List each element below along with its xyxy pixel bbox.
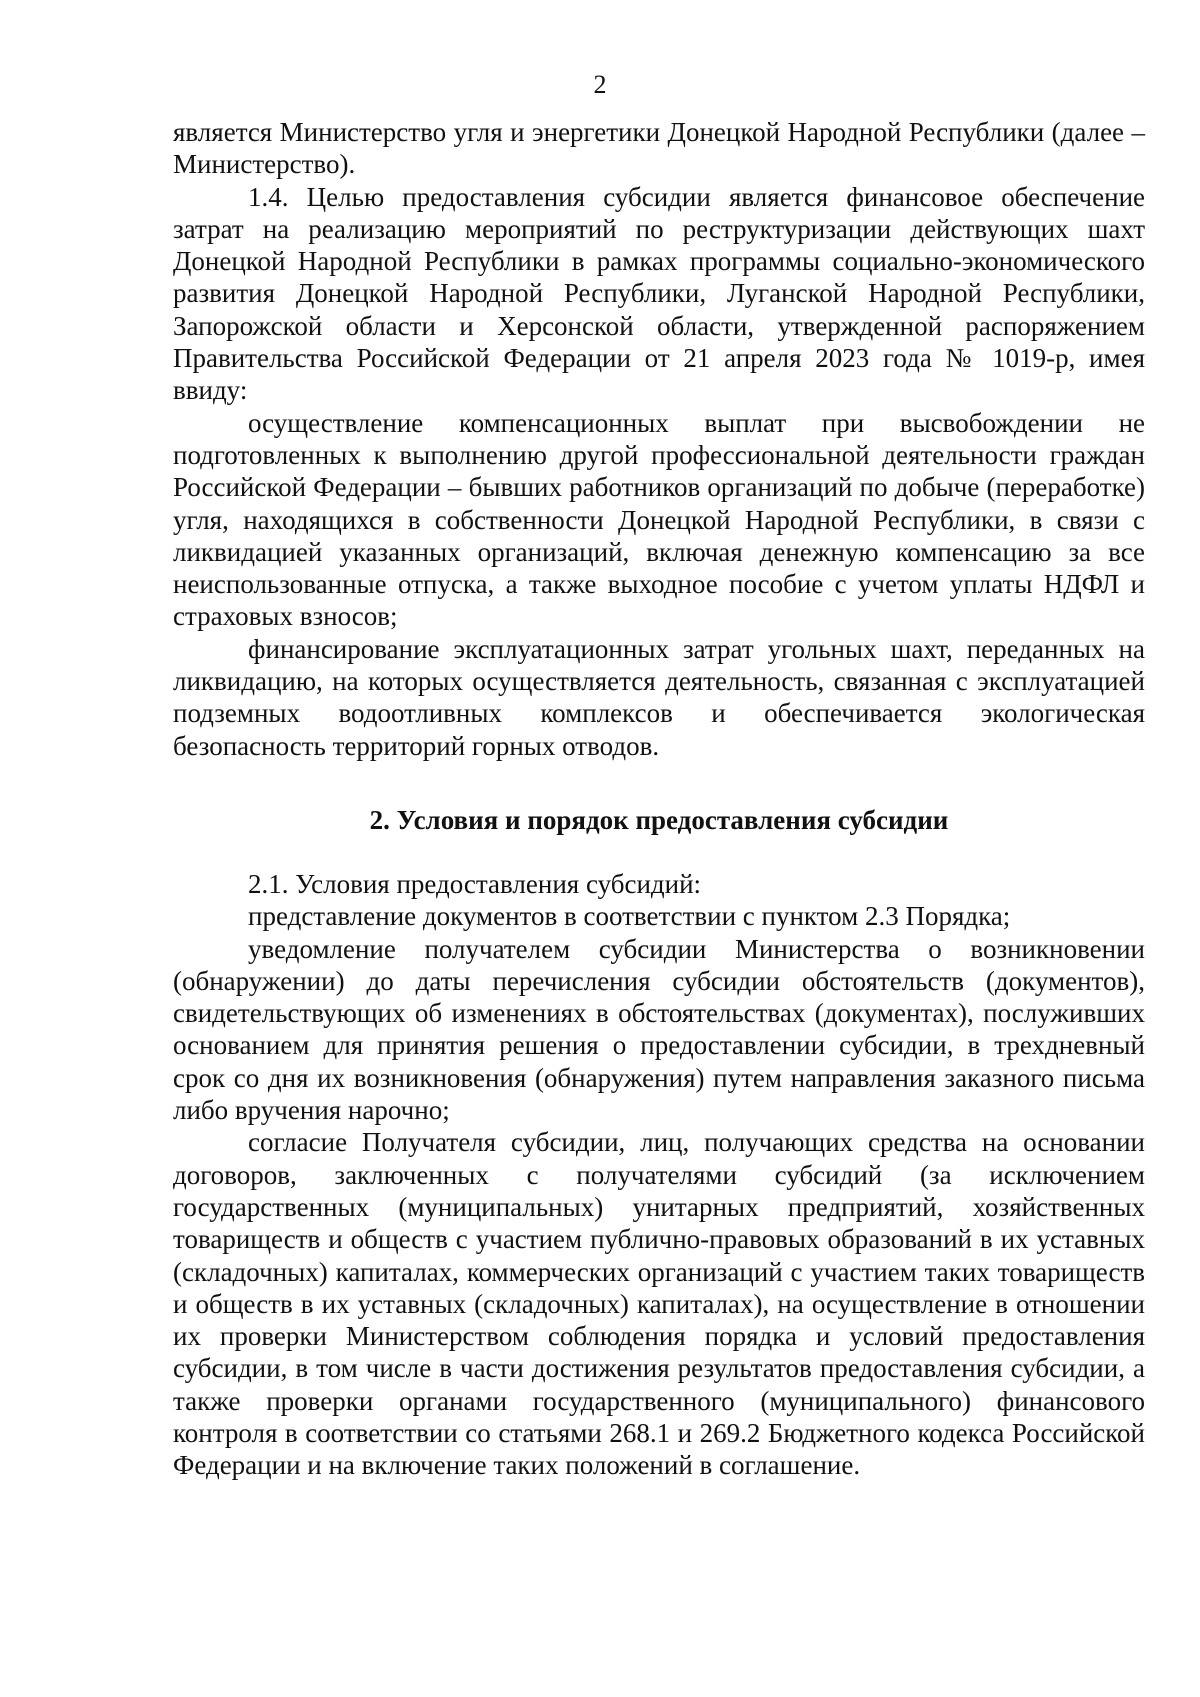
paragraph-operational-costs: финансирование эксплуатационных затрат угольных шахт, переданных на ликвидацию, на которых осуществляется деятельность, связанная с эксплуатацией подземных водоотливных комплексов и обеспечивается экологическая безопасность территорий горных отводов. [173,633,1145,761]
page-number: 2 [593,70,607,99]
paragraph-continuation: является Министерство угля и энергетики Донецкой Народной Республики (далее – Министерство). [173,117,1145,180]
document-body [173,116,1145,1482]
paragraph-documents: представление документов в соответствии с пунктом 2.3 Порядка; [248,901,1011,932]
paragraph-compensation-payments: осуществление компенсационных выплат при высвобождении не подготовленных к выполнению другой профессиональной деятельности граждан Российской Федерации – бывших работников организаций по добыче (переработке) угля, находящихся в собственности Донецкой Народной Республики, в связи с ликвидацией указанных организаций, включая денежную компенсацию за все неиспользованные отпуска, а также выходное пособие с учетом уплаты НДФЛ и страховых взносов; [173,407,1145,632]
paragraph-2-1: 2.1. Условия предоставления субсидий: [248,868,702,899]
paragraph-consent: согласие Получателя субсидии, лиц, получающих средства на основании договоров, заключенных с получателями субсидий (за исключением государственных (муниципальных) унитарных предприятий, хозяйственных товариществ и обществ с участием публично-правовых образований в их уставных (складочных) капиталах, коммерческих организаций с участием таких товариществ и обществ в их уставных (складочных) капиталах), на осуществление в отношении их проверки Министерством соблюдения порядка и условий предоставления субсидии, в том числе в части достижения результатов предоставления субсидии, а также проверки органами государственного (муниципального) финансового контроля в соответствии со статьями 268.1 и 269.2 Бюджетного кодекса Российской Федерации и на включение таких положений в соглашение. [173,1127,1145,1481]
paragraph-notification: уведомление получателем субсидии Министерства о возникновении (обнаружении) до даты перечисления субсидии обстоятельств (документов), свидетельствующих об изменениях в обстоятельствах (документах), послуживших основанием для принятия решения о предоставлении субсидии, в трехдневный срок со дня их возникновения (обнаружения) путем направления заказного письма либо вручения нарочно; [173,933,1145,1126]
section-2-heading: 2. Условия и порядок предоставления субсидии [369,804,949,835]
paragraph-1-4: 1.4. Целью предоставления субсидии является финансовое обеспечение затрат на реализацию мероприятий по реструктуризации действующих шахт Донецкой Народной Республики в рамках программы социально-экономического развития Донецкой Народной Республики, Луганской Народной Республики, Запорожской области и Херсонской области, утвержденной распоряжением Правительства Российской Федерации от 21 апреля 2023 года № 1019-р, имея ввиду: [173,181,1145,406]
